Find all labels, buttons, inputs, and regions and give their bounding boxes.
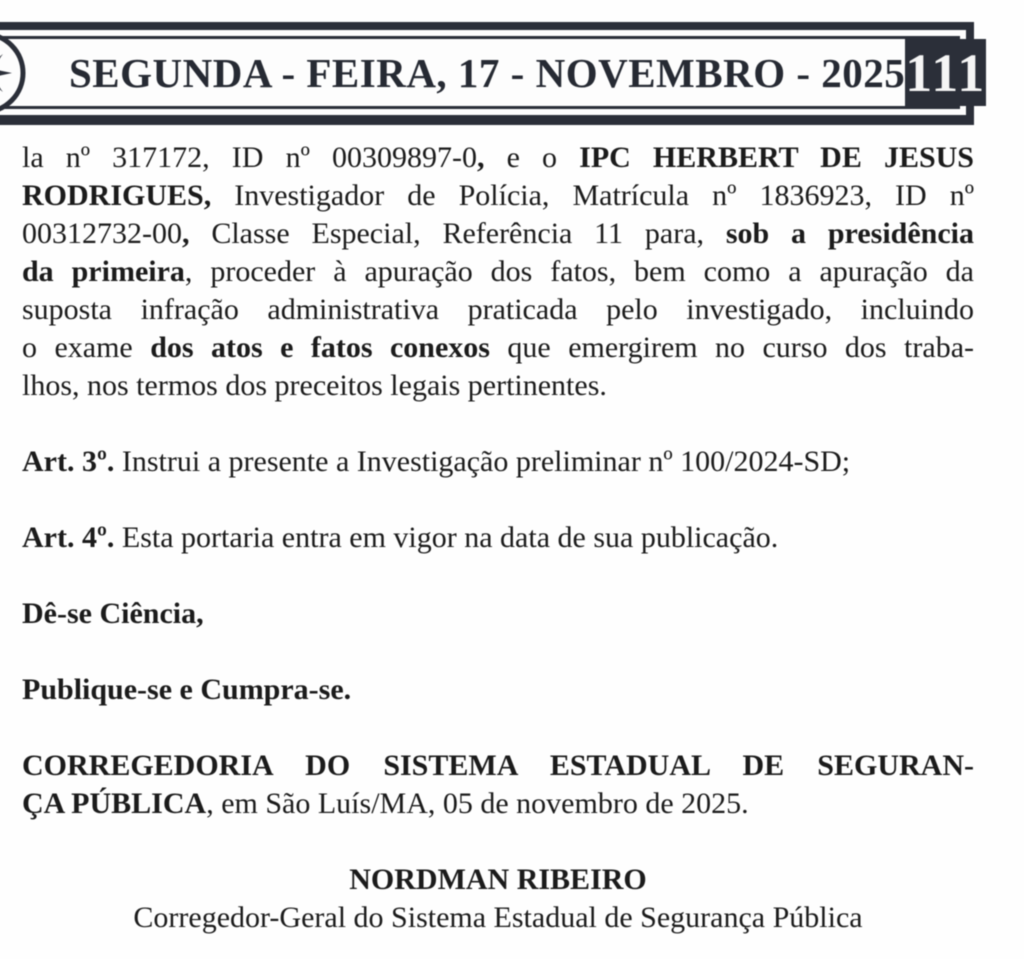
page-number-box <box>905 39 986 106</box>
text-line <box>22 139 974 177</box>
issuing-body-and-date <box>22 747 974 823</box>
article-4 <box>22 519 974 557</box>
text-line <box>22 785 974 823</box>
text-line <box>22 861 974 899</box>
header-rule-frame <box>0 36 987 109</box>
text-segment: la nº 317172, ID nº 00309897-0 <box>22 141 477 174</box>
text-segment: lhos, nos termos dos preceitos legais pertinentes. <box>22 369 607 402</box>
text-line <box>22 747 974 785</box>
text-line <box>22 215 974 253</box>
bold-text-segment: , <box>476 141 485 174</box>
text-segment: suposta infração administrativa praticada pelo investigado, incluindo <box>22 293 974 326</box>
paragraph-continuation <box>22 139 974 405</box>
text-line <box>22 443 974 481</box>
text-segment: Classe Especial, Referência 11 para, <box>189 217 726 250</box>
text-line <box>22 367 974 405</box>
text-segment: , proceder à apuração dos fatos, bem como a apuração da <box>184 255 974 288</box>
text-line <box>22 519 974 557</box>
bold-text-segment: sob a presidência <box>725 217 974 250</box>
text-line <box>22 291 974 329</box>
document-body <box>22 139 974 937</box>
bold-text-segment: NORDMAN RIBEIRO <box>349 863 647 896</box>
bold-text-segment: , <box>182 217 190 250</box>
bold-text-segment: Art. 3º. <box>22 445 115 478</box>
text-line <box>22 595 974 633</box>
text-segment: 00312732-00 <box>22 217 182 250</box>
bold-text-segment: da primeira <box>22 255 185 288</box>
signature <box>22 861 974 937</box>
text-segment: Instrui a presente a Investigação preliminar nº 100/2024-SD; <box>114 445 851 478</box>
text-line <box>22 329 974 367</box>
bold-text-segment: Publique-se e Cumpra-se. <box>22 673 352 706</box>
bold-text-segment: RODRIGUES, <box>22 179 212 212</box>
bold-text-segment: Dê-se Ciência, <box>22 597 204 630</box>
text-line <box>22 671 974 709</box>
text-segment: Corregedor-Geral do Sistema Estadual de Segurança Pública <box>133 901 863 934</box>
bold-text-segment: IPC HERBERT DE JESUS <box>579 141 974 174</box>
text-line <box>22 177 974 215</box>
header-date: SEGUNDA - FEIRA, 17 - NOVEMBRO - 2025 <box>69 49 906 96</box>
text-line <box>22 253 974 291</box>
bold-text-segment: CORREGEDORIA DO SISTEMA ESTADUAL DE SEGURAN- <box>22 749 974 782</box>
text-segment: e o <box>484 141 580 174</box>
text-segment: Esta portaria entra em vigor na data de sua publicação. <box>114 521 779 554</box>
text-segment: que emergirem no curso dos traba- <box>489 331 974 364</box>
closing-publique-se <box>22 671 974 709</box>
page-number: 111 <box>905 42 987 103</box>
text-segment: Investigador de Polícia, Matrícula nº 1836923, ID nº <box>211 179 974 212</box>
article-3 <box>22 443 974 481</box>
text-segment: , em São Luís/MA, 05 de novembro de 2025. <box>206 787 749 820</box>
gazette-header <box>0 22 987 125</box>
text-line <box>22 899 974 937</box>
bold-text-segment: dos atos e fatos conexos <box>150 331 490 364</box>
text-segment: o exame <box>22 331 151 364</box>
closing-de-se-ciencia <box>22 595 974 633</box>
bold-text-segment: Art. 4º. <box>22 521 115 554</box>
header-inner-band <box>0 30 987 115</box>
coat-of-arms-icon <box>0 29 28 117</box>
bold-text-segment: ÇA PÚBLICA <box>22 787 207 820</box>
